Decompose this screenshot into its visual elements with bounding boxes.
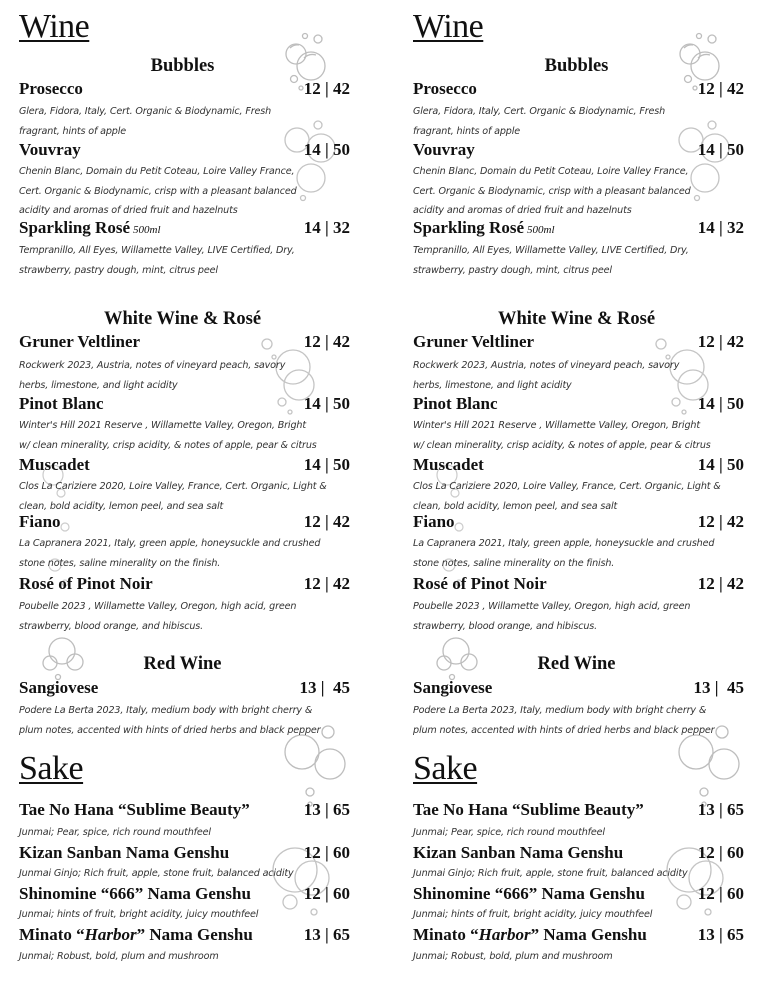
section-title-bubbles: Bubbles	[150, 56, 215, 76]
item-description: Clos La Cariziere 2020, Loire Valley, France, Cert. Organic, Light & clean, bold acidity, lemon peel, and sea salt	[19, 481, 327, 512]
item-price: 12 | 42	[303, 574, 350, 593]
item-description: La Capranera 2021, Italy, green apple, honeysuckle and crushed stone notes, saline minerality on the finish.	[19, 538, 321, 569]
wine-title: Wine	[413, 8, 484, 45]
item-price: 13 | 45	[693, 678, 744, 697]
item-description: Junmai Ginjo; Rich fruit, apple, stone fruit, balanced acidity	[413, 868, 688, 879]
item-description: Tempranillo, All Eyes, Willamette Valley, LIVE Certified, Dry, strawberry, pastry dough, mint, citrus peel	[413, 245, 689, 276]
item-price: 14 | 32	[697, 218, 744, 237]
menu-item-muscadet	[413, 455, 744, 475]
item-price: 12 | 60	[303, 884, 350, 903]
item-name: Minato “Harbor” Nama Genshu	[19, 925, 253, 944]
menu-item-sparkling-rose	[413, 218, 744, 238]
bottle-size: 500ml	[133, 224, 161, 236]
item-price: 12 | 60	[697, 884, 744, 903]
menu-item-tae-no-hana	[19, 800, 350, 820]
menu-item-fiano	[413, 512, 744, 532]
menu-item-prosecco	[413, 79, 744, 99]
menu-item-minato	[413, 925, 744, 945]
item-name: Shinomine “666” Nama Genshu	[413, 884, 645, 903]
menu-item-pinot-blanc	[19, 394, 350, 414]
item-description: Winter's Hill 2021 Reserve , Willamette Valley, Oregon, Bright w/ clean minerality, crisp acidity, & notes of apple, pear & citrus	[413, 420, 711, 451]
item-description: La Capranera 2021, Italy, green apple, honeysuckle and crushed stone notes, saline minerality on the finish.	[413, 538, 715, 569]
item-price: 13 | 65	[697, 800, 744, 819]
item-description: Junmai; Pear, spice, rich round mouthfeel	[413, 827, 605, 838]
menu-item-pinot-blanc	[413, 394, 744, 414]
sake-title: Sake	[19, 750, 84, 787]
item-name: Sangiovese	[413, 678, 493, 697]
item-description: Poubelle 2023 , Willamette Valley, Oregon, high acid, green strawberry, blood orange, and hibiscus.	[413, 601, 691, 632]
item-name: Muscadet	[413, 455, 484, 474]
section-title-red: Red Wine	[143, 654, 222, 674]
menu-item-muscadet	[19, 455, 350, 475]
item-description: Junmai; Robust, bold, plum and mushroom	[19, 951, 219, 962]
menu-item-rose-of-pinot-noir	[413, 574, 744, 594]
item-name: Sparkling Rosé 500ml	[19, 218, 161, 237]
item-name: Kizan Sanban Nama Genshu	[413, 843, 624, 862]
item-name: Prosecco	[413, 79, 477, 98]
menu-item-fiano	[19, 512, 350, 532]
item-name: Rosé of Pinot Noir	[413, 574, 547, 593]
item-description: Winter's Hill 2021 Reserve , Willamette Valley, Oregon, Bright w/ clean minerality, crisp acidity, & notes of apple, pear & citrus	[19, 420, 317, 451]
wine-title: Wine	[19, 8, 90, 45]
bottle-size: 500ml	[527, 224, 555, 236]
menu-item-sangiovese	[19, 678, 350, 698]
item-price: 13 | 45	[299, 678, 350, 697]
item-description: Podere La Berta 2023, Italy, medium body with bright cherry & plum notes, accented with hints of dried herbs and black pepper	[19, 705, 321, 736]
item-price: 12 | 42	[697, 79, 744, 98]
item-description: Junmai; Robust, bold, plum and mushroom	[413, 951, 613, 962]
item-price: 14 | 50	[303, 140, 350, 159]
item-name: Fiano	[413, 512, 455, 531]
item-price: 14 | 50	[303, 455, 350, 474]
menu-item-shinomine	[413, 884, 744, 904]
item-price: 12 | 60	[697, 843, 744, 862]
section-title-red: Red Wine	[537, 654, 616, 674]
item-name: Pinot Blanc	[413, 394, 498, 413]
item-description: Glera, Fidora, Italy, Cert. Organic & Biodynamic, Fresh fragrant, hints of apple	[413, 106, 666, 137]
item-description: Junmai Ginjo; Rich fruit, apple, stone fruit, balanced acidity	[19, 868, 294, 879]
menu-item-sparkling-rose	[19, 218, 350, 238]
item-price: 12 | 42	[303, 332, 350, 351]
item-price: 14 | 32	[303, 218, 350, 237]
menu-item-vouvray	[413, 140, 744, 160]
menu-item-gruner-veltliner	[413, 332, 744, 352]
item-name: Sparkling Rosé 500ml	[413, 218, 555, 237]
item-description: Clos La Cariziere 2020, Loire Valley, France, Cert. Organic, Light & clean, bold acidity, lemon peel, and sea salt	[413, 481, 721, 512]
item-price: 12 | 42	[697, 512, 744, 531]
menu-item-kizan-sanban	[413, 843, 744, 863]
item-price: 12 | 42	[697, 574, 744, 593]
item-description: Junmai; hints of fruit, bright acidity, juicy mouthfeel	[19, 909, 259, 920]
item-description: Glera, Fidora, Italy, Cert. Organic & Biodynamic, Fresh fragrant, hints of apple	[19, 106, 272, 137]
item-name: Pinot Blanc	[19, 394, 104, 413]
item-price: 12 | 42	[303, 79, 350, 98]
item-price: 12 | 42	[697, 332, 744, 351]
item-description: Tempranillo, All Eyes, Willamette Valley, LIVE Certified, Dry, strawberry, pastry dough, mint, citrus peel	[19, 245, 295, 276]
menu-item-rose-of-pinot-noir	[19, 574, 350, 594]
item-name: Shinomine “666” Nama Genshu	[19, 884, 251, 903]
section-title-white: White Wine & Rosé	[103, 309, 262, 329]
item-description: Chenin Blanc, Domain du Petit Coteau, Loire Valley France, Cert. Organic & Biodynamic, crisp with a pleasant balanced acidity and aromas of dried fruit and hazelnuts	[413, 166, 691, 216]
item-price: 12 | 60	[303, 843, 350, 862]
menu-item-sangiovese	[413, 678, 744, 698]
item-price: 14 | 50	[697, 394, 744, 413]
menu-item-prosecco	[19, 79, 350, 99]
item-price: 13 | 65	[697, 925, 744, 944]
menu-page-right	[394, 0, 767, 992]
item-name: Fiano	[19, 512, 61, 531]
item-price: 12 | 42	[303, 512, 350, 531]
menu-item-vouvray	[19, 140, 350, 160]
item-name: Gruner Veltliner	[19, 332, 141, 351]
sake-title: Sake	[413, 750, 478, 787]
item-name: Prosecco	[19, 79, 83, 98]
menu-item-minato	[19, 925, 350, 945]
item-name: Kizan Sanban Nama Genshu	[19, 843, 230, 862]
item-price: 14 | 50	[697, 455, 744, 474]
menu-item-shinomine	[19, 884, 350, 904]
item-description: Poubelle 2023 , Willamette Valley, Oregon, high acid, green strawberry, blood orange, and hibiscus.	[19, 601, 297, 632]
item-name: Vouvray	[19, 140, 81, 159]
item-price: 14 | 50	[697, 140, 744, 159]
section-title-bubbles: Bubbles	[544, 56, 609, 76]
item-name: Tae No Hana “Sublime Beauty”	[19, 800, 250, 819]
menu-item-tae-no-hana	[413, 800, 744, 820]
item-name: Vouvray	[413, 140, 475, 159]
item-description: Rockwerk 2023, Austria, notes of vineyard peach, savory herbs, limestone, and light acidity	[413, 360, 680, 391]
item-name: Minato “Harbor” Nama Genshu	[413, 925, 647, 944]
item-price: 13 | 65	[303, 800, 350, 819]
item-description: Chenin Blanc, Domain du Petit Coteau, Loire Valley France, Cert. Organic & Biodynamic, crisp with a pleasant balanced acidity and aromas of dried fruit and hazelnuts	[19, 166, 297, 216]
section-title-white: White Wine & Rosé	[497, 309, 656, 329]
item-price: 14 | 50	[303, 394, 350, 413]
item-name: Sangiovese	[19, 678, 99, 697]
item-name: Rosé of Pinot Noir	[19, 574, 153, 593]
item-description: Rockwerk 2023, Austria, notes of vineyard peach, savory herbs, limestone, and light acidity	[19, 360, 286, 391]
item-description: Podere La Berta 2023, Italy, medium body with bright cherry & plum notes, accented with hints of dried herbs and black pepper	[413, 705, 715, 736]
item-description: Junmai; hints of fruit, bright acidity, juicy mouthfeel	[413, 909, 653, 920]
menu-item-kizan-sanban	[19, 843, 350, 863]
item-price: 13 | 65	[303, 925, 350, 944]
item-name: Gruner Veltliner	[413, 332, 535, 351]
menu-item-gruner-veltliner	[19, 332, 350, 352]
item-description: Junmai; Pear, spice, rich round mouthfeel	[19, 827, 211, 838]
item-name: Tae No Hana “Sublime Beauty”	[413, 800, 644, 819]
item-name: Muscadet	[19, 455, 90, 474]
